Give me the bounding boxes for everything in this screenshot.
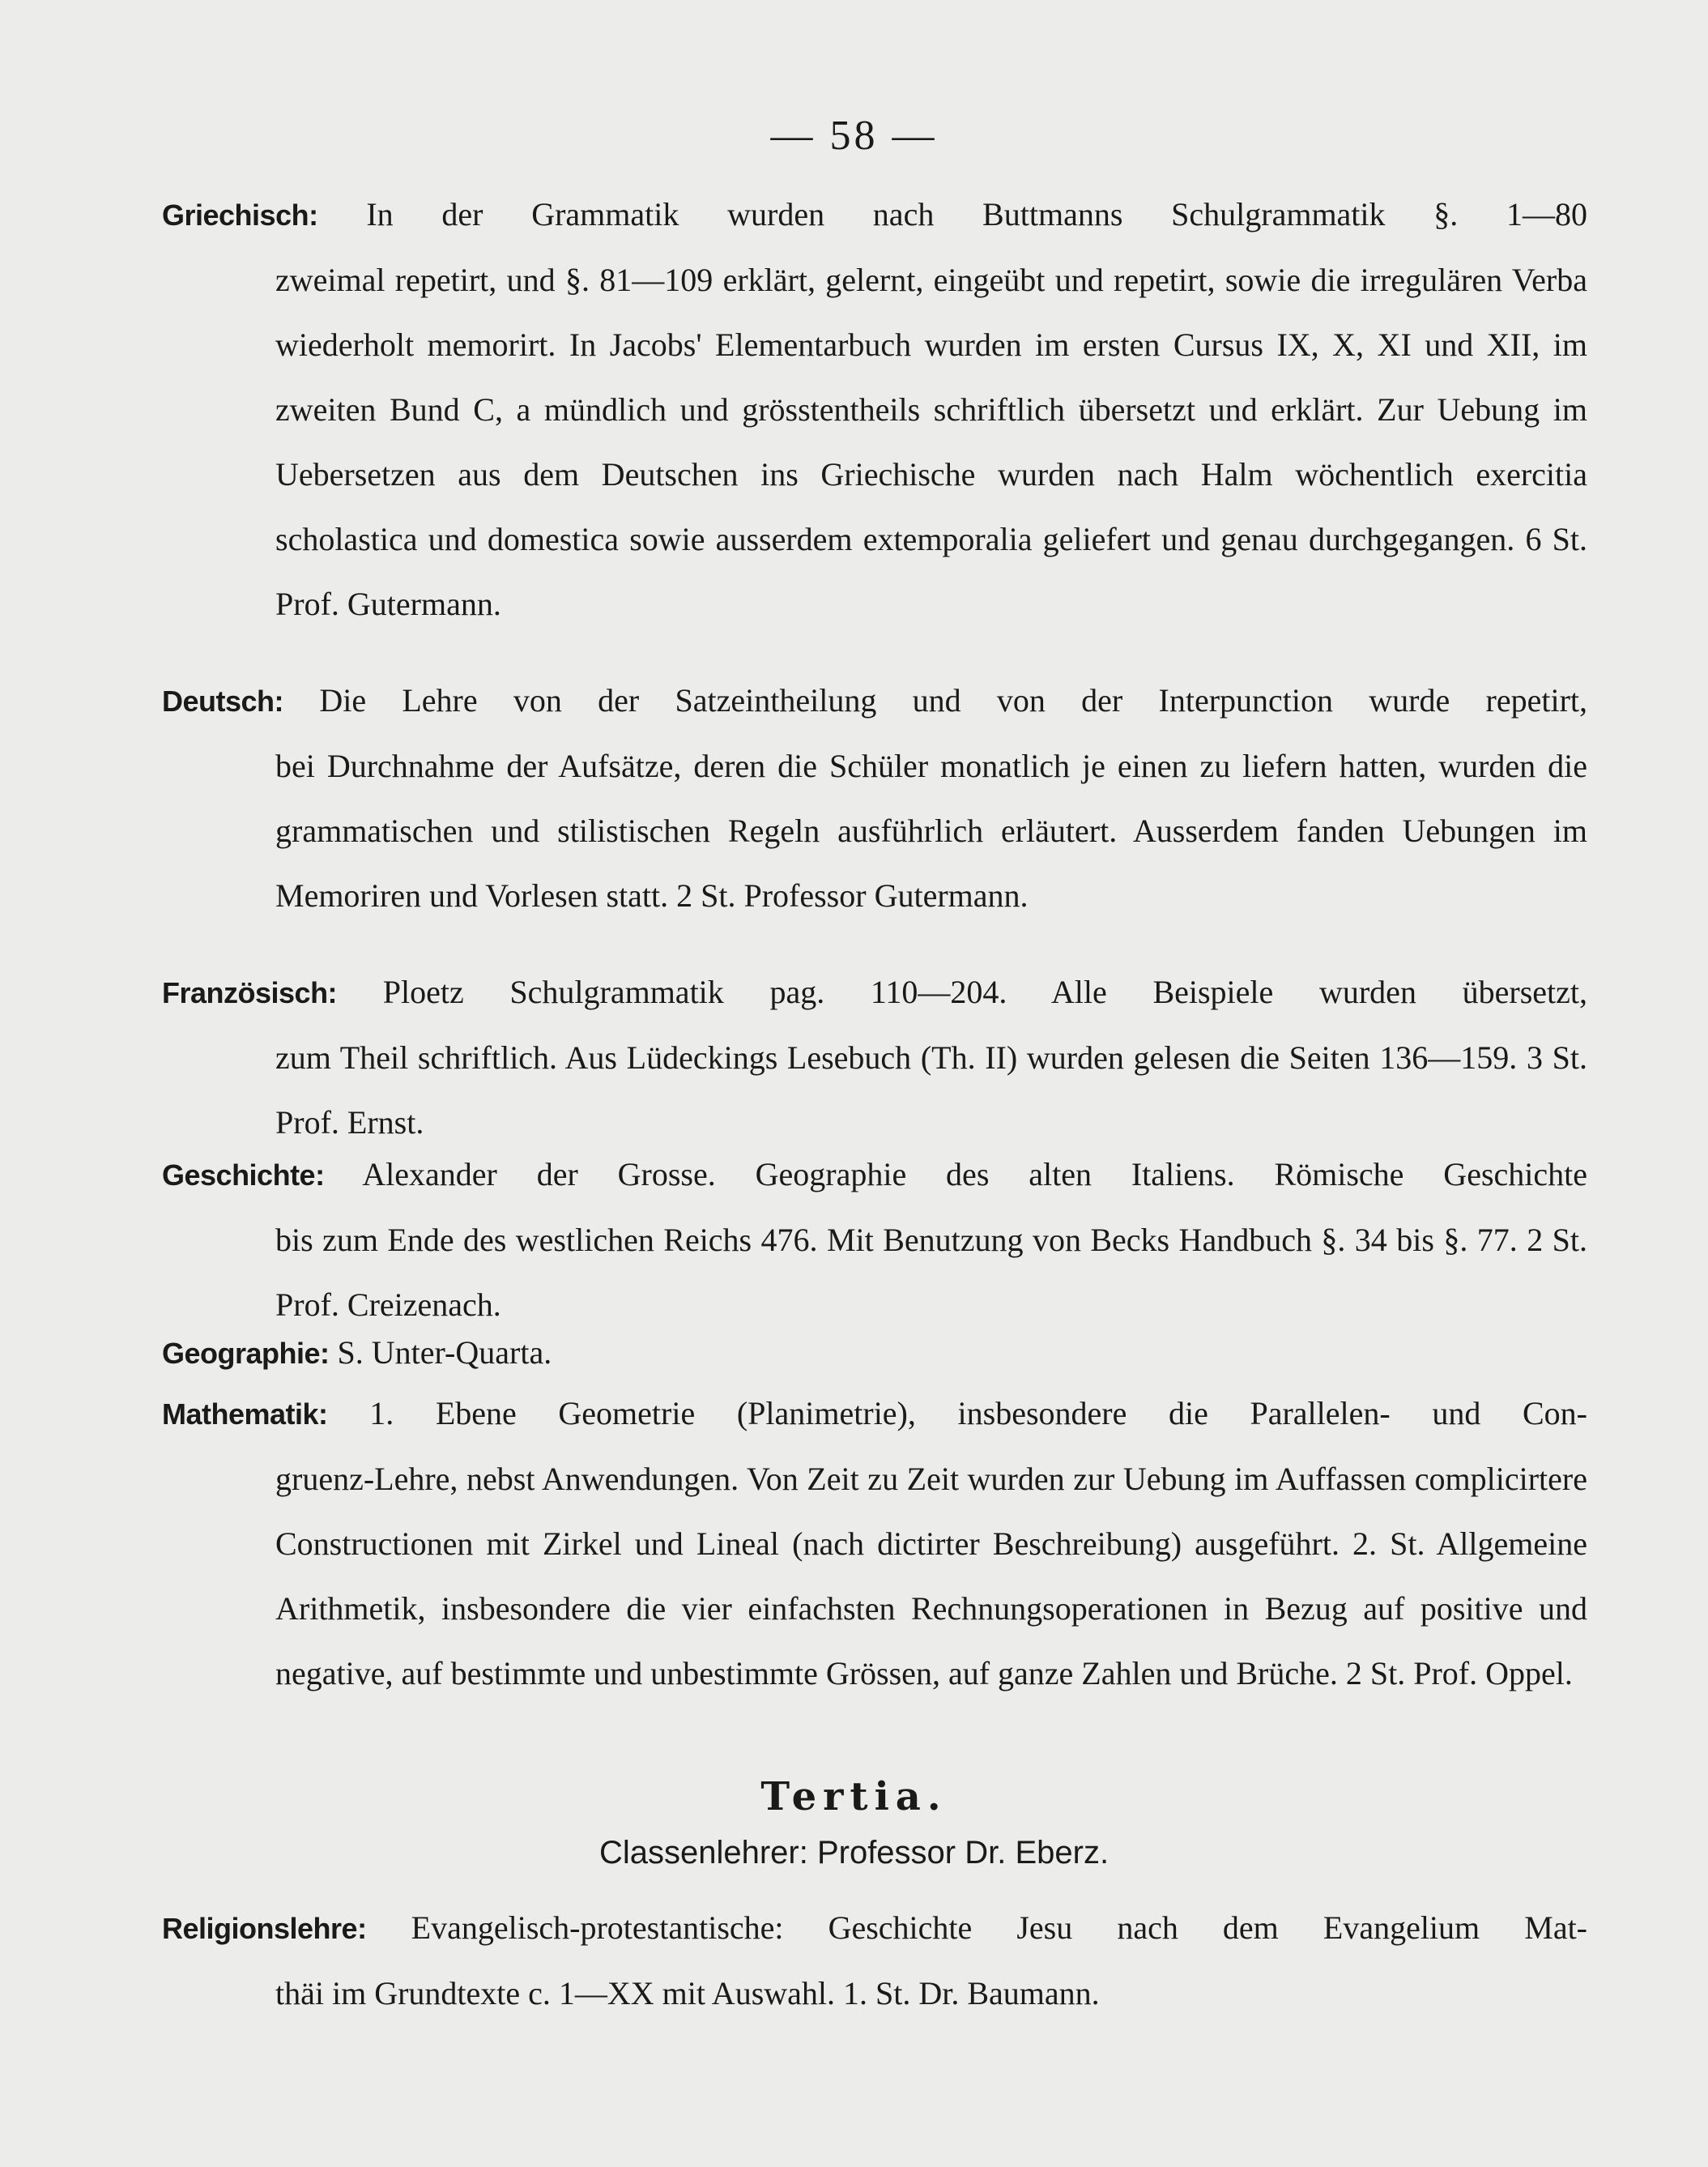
entry-head: Mathematik: <box>162 1397 328 1431</box>
entry-geschichte <box>162 1142 1587 1337</box>
page-number: — 58 — <box>770 113 938 159</box>
entry-geographie <box>162 1320 1587 1386</box>
entry-first-line <box>162 1142 1587 1208</box>
entry-head: Deutsch: <box>162 685 284 718</box>
entry-body: zum Theil schriftlich. Aus Lüdeckings Lesebuch (Th. II) wurden gelesen die Seiten 136—159. 3 St. Prof. Ernst. <box>275 1039 1587 1141</box>
entry-first-text: Die Lehre von der Satzeintheilung und von der Interpunction wurde repetirt, <box>319 682 1587 719</box>
entry-body: zweimal repetirt, und §. 81—109 erklärt, gelernt, eingeübt und repetirt, sowie die irregulären Verba wiederholt memorirt. In Jacobs' Elementarbuch wurden im ersten Cursus IX, X, XI und XII, im zweiten Bund C, a mündlich und grösstentheils schriftlich übersetzt und erklärt. Zur Uebung im Uebersetzen aus dem Deutschen ins Griechische wurden nach Halm wöchentlich exercitia scholastica und domestica sowie ausserdem extemporalia geliefert und genau durchgegangen. 6 St. Prof. Gutermann. <box>275 262 1587 622</box>
entry-first-line <box>162 960 1587 1026</box>
entry-deutsch <box>162 668 1587 928</box>
entry-mathematik <box>162 1381 1587 1706</box>
entry-head: Französisch: <box>162 976 338 1009</box>
entry-first-line <box>162 1334 552 1371</box>
entry-first-text: Evangelisch-protestantische: Geschichte Jesu nach dem Evangelium Mat- <box>411 1909 1588 1946</box>
entry-head: Geschichte: <box>162 1158 325 1192</box>
entry-griechisch <box>162 182 1587 637</box>
entry-first-text: Ploetz Schulgrammatik pag. 110—204. Alle Beispiele wurden übersetzt, <box>382 974 1587 1010</box>
entry-first-line <box>162 1896 1587 1961</box>
entry-body: gruenz-Lehre, nebst Anwendungen. Von Zeit zu Zeit wurden zur Uebung im Auffassen complicirtere Constructionen mit Zirkel und Lineal (nach dictirter Beschreibung) ausgeführt. 2. St. Allgemeine Arithmetik, insbesondere die vier einfachsten Rechnungsoperationen in Bezug auf positive und negative, auf bestimmte und unbestimmte Grössen, auf ganze Zahlen und Brüche. 2 St. Prof. Oppel. <box>275 1461 1587 1691</box>
entry-body: bei Durchnahme der Aufsätze, deren die Schüler monatlich je einen zu liefern hatten, wurden die grammatischen und stilistischen Regeln ausführlich erläutert. Ausserdem fanden Uebungen im Memoriren und Vorlesen statt. 2 St. Professor Gutermann. <box>275 748 1587 914</box>
entry-franzoesisch <box>162 960 1587 1155</box>
section-subtitle: Classenlehrer: Professor Dr. Eberz. <box>598 1835 1110 1871</box>
entry-first-text: In der Grammatik wurden nach Buttmanns Schulgrammatik §. 1—80 <box>366 196 1588 232</box>
entry-head: Griechisch: <box>162 198 318 232</box>
entry-first-text: 1. Ebene Geometrie (Planimetrie), insbesondere die Parallelen- und Con- <box>369 1395 1587 1431</box>
section-title: Tertia. <box>760 1774 948 1819</box>
entry-first-text: Alexander der Grosse. Geographie des alten Italiens. Römische Geschichte <box>362 1156 1588 1192</box>
entry-first-text: S. Unter-Quarta. <box>337 1334 552 1371</box>
entry-head: Religionslehre: <box>162 1912 367 1945</box>
entry-body: bis zum Ende des westlichen Reichs 476. Mit Benutzung von Becks Handbuch §. 34 bis §. 77. 2 St. Prof. Creizenach. <box>275 1222 1587 1323</box>
entry-first-line <box>162 1381 1587 1447</box>
entry-religionslehre <box>162 1896 1587 2026</box>
entry-body: thäi im Grundtexte c. 1—XX mit Auswahl. 1. St. Dr. Baumann. <box>275 1975 1100 2011</box>
entry-first-line <box>162 182 1587 248</box>
entry-first-line <box>162 668 1587 734</box>
entry-head: Geographie: <box>162 1337 330 1370</box>
